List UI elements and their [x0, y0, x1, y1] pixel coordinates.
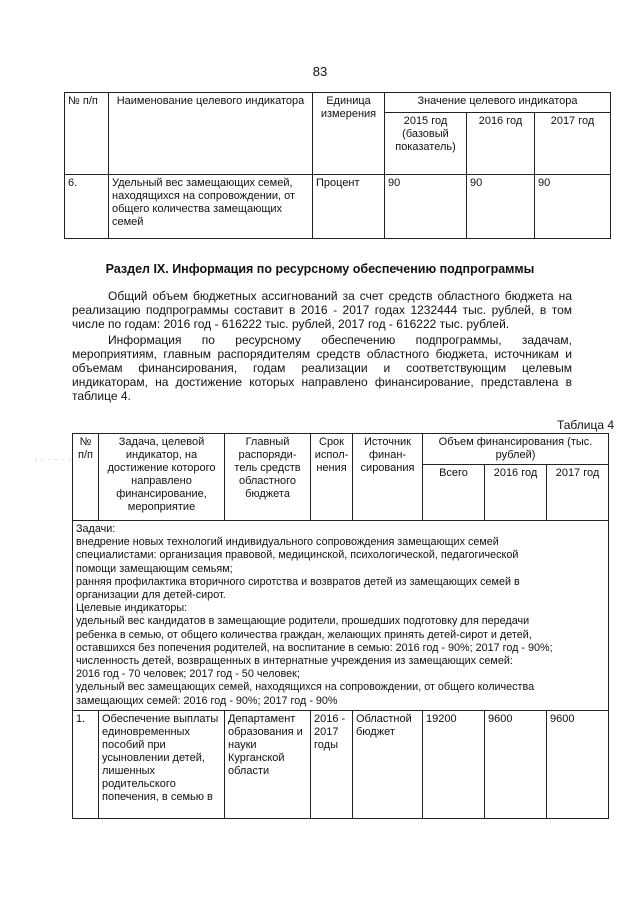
tasks-line: Задачи:: [76, 523, 116, 535]
t1-row-2016: 90: [467, 175, 535, 239]
t4-row-num: 1.: [73, 710, 99, 818]
t4-row-source: Областной бюджет: [353, 710, 423, 818]
t1-header-unit: Единица измерения: [313, 93, 385, 175]
tasks-line: специалистами: организация правовой, медицинской, психологической, педагогической: [76, 549, 519, 562]
t1-row-2015: 90: [385, 175, 467, 239]
page-number: 83: [312, 64, 328, 79]
t4-header-2017: 2017 год: [547, 465, 609, 521]
t1-header-2017: 2017 год: [535, 113, 611, 175]
tasks-line: оставшихся без попечения родителей, на воспитание в семью: 2016 год - 90%; 2017 год - 90%;: [76, 641, 553, 654]
tasks-line: численность детей, возвращенных в интернатные учреждения из замещающих семей:: [76, 655, 513, 668]
t4-row-manager: Департамент образования и науки Курганской области: [225, 710, 311, 818]
table-row: [73, 710, 609, 818]
t4-row-total: 19200: [423, 710, 485, 818]
tasks-line: организации для детей-сирот.: [76, 589, 226, 602]
t1-header-value: Значение целевого индикатора: [385, 93, 611, 113]
table-caption: Таблица 4: [556, 418, 614, 432]
tasks-line: удельный вес кандидатов в замещающие родители, прошедших подготовку для передачи: [76, 615, 530, 628]
t4-header-term: Срок испол-нения: [311, 434, 353, 521]
margin-marks: · · · · · ·: [34, 455, 73, 464]
tasks-block: [73, 521, 609, 711]
tasks-line: замещающих семей: 2016 год - 90%; 2017 год - 90%: [76, 694, 338, 707]
t4-row-task: Обеспечение выплаты единовременных пособий при усыновлении детей, лишенных родительского попечения, в семью в: [99, 710, 225, 818]
t4-row-2016: 9600: [485, 710, 547, 818]
paragraph-info: Информация по ресурсному обеспечению подпрограммы, задачам, мероприятиям, главным распорядителям средств областного бюджета, источникам и объемам финансирования, годам реализации и соответствующим целевым индикаторам, на достижение которых направлено финансирование, представлена в таблице 4.: [72, 333, 572, 403]
t4-row-term: 2016 - 2017 годы: [311, 710, 353, 818]
tasks-line: удельный вес замещающих семей, находящихся на сопровождении, от общего количества: [76, 681, 535, 694]
indicator-table: [64, 92, 611, 239]
tasks-line: Целевые индикаторы:: [76, 602, 188, 615]
t4-header-volume: Объем финансирования (тыс. рублей): [423, 434, 609, 465]
paragraph-budget: Общий объем бюджетных ассигнований за счет средств областного бюджета на реализацию подпрограммы составит в 2016 - 2017 годах 1232444 тыс. рублей, в том числе по годам: 2016 год - 616222 тыс. рублей, 2017 год - 616222 тыс. рублей.: [72, 289, 572, 331]
section-title: Раздел IX. Информация по ресурсному обеспечению подпрограммы: [105, 262, 535, 276]
t1-row-unit: Процент: [313, 175, 385, 239]
t1-header-num: № п/п: [65, 93, 109, 175]
table-row: [65, 175, 611, 239]
t4-header-task: Задача, целевой индикатор, на достижение которого направлено финансирование, мероприятие: [99, 434, 225, 521]
tasks-line: помощи замещающим семьям;: [76, 562, 233, 575]
t4-header-2016: 2016 год: [485, 465, 547, 521]
t1-row-num: 6.: [65, 175, 109, 239]
t4-header-manager: Главный распоряди-тель средств областного бюджета: [225, 434, 311, 521]
t4-header-num: № п/п: [73, 434, 99, 521]
tasks-line: ранняя профилактика вторичного сиротства и возвратов детей из замещающих семей в: [76, 575, 520, 588]
resource-table: [72, 433, 609, 819]
t1-header-name: Наименование целевого индикатора: [109, 93, 313, 175]
t1-row-name: Удельный вес замещающих семей, находящихся на сопровождении, от общего количества замещающих семей: [109, 175, 313, 239]
t4-header-total: Всего: [423, 465, 485, 521]
t1-header-2016: 2016 год: [467, 113, 535, 175]
t1-header-2015: 2015 год (базовый показатель): [385, 113, 467, 175]
tasks-line: 2016 год - 70 человек; 2017 год - 50 человек;: [76, 668, 300, 681]
tasks-line: внедрение новых технологий индивидуального сопровождения замещающих семей: [76, 536, 499, 549]
t1-row-2017: 90: [535, 175, 611, 239]
t4-header-source: Источник финан-сирования: [353, 434, 423, 521]
tasks-line: ребенка в семью, от общего количества граждан, желающих принять детей-сирот и детей,: [76, 628, 532, 641]
t4-row-2017: 9600: [547, 710, 609, 818]
